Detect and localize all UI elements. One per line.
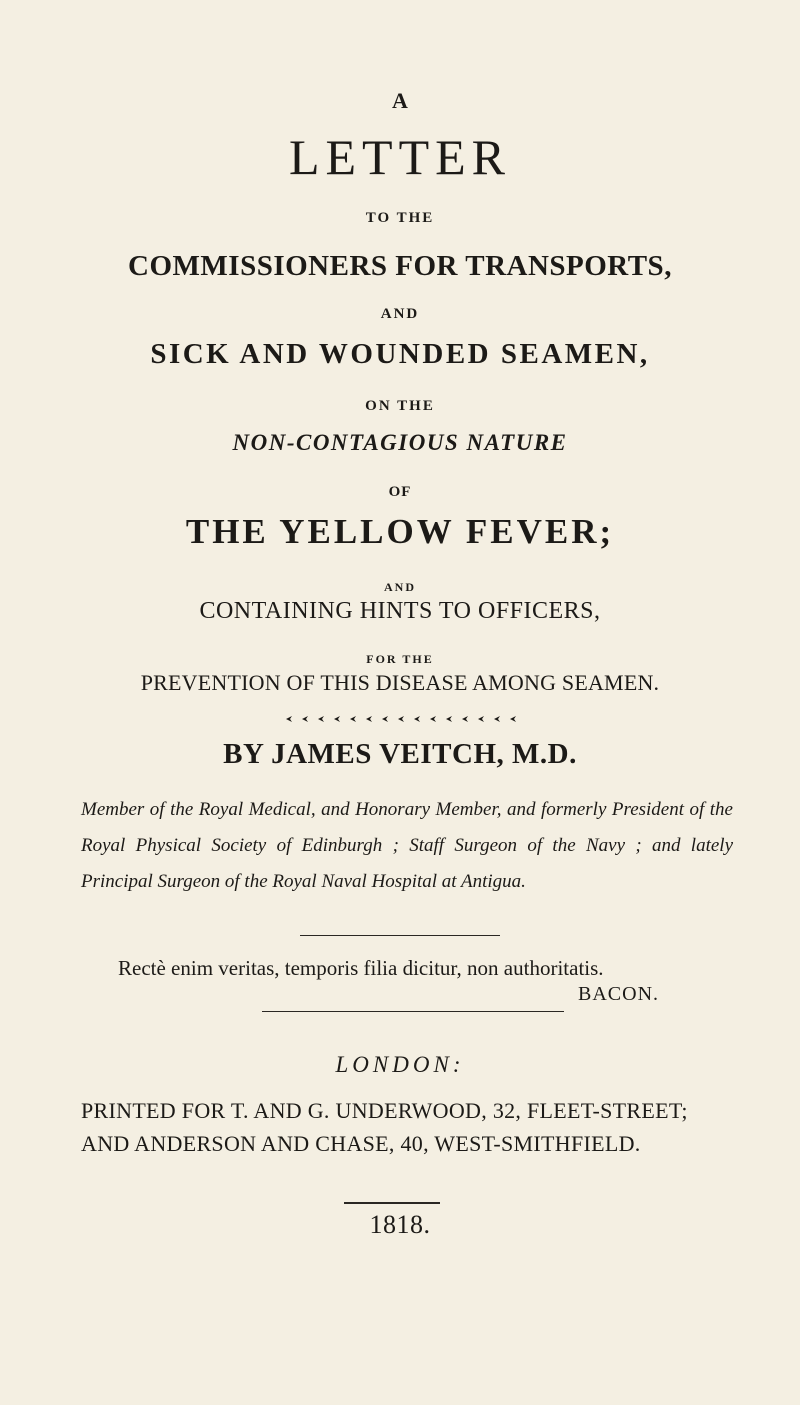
article-a: A <box>392 88 408 113</box>
of-connector: OF <box>388 484 412 500</box>
sick-seamen-heading: SICK AND WOUNDED SEAMEN, <box>150 338 650 370</box>
containing-hints-heading: CONTAINING HINTS TO OFFICERS, <box>199 598 601 624</box>
ornament-divider <box>280 712 520 726</box>
and-connector-1: AND <box>380 306 420 322</box>
for-the: FOR THE <box>366 652 434 666</box>
divider-rule-3 <box>344 1202 440 1204</box>
epigraph-attribution: BACON. <box>578 983 660 1005</box>
printer-imprint: PRINTED FOR T. AND G. UNDERWOOD, 32, FLEET-STREET; AND ANDERSON AND CHASE, 40, WEST-SMITHFIELD. <box>81 1098 688 1156</box>
non-contagious-heading: NON-CONTAGIOUS NATURE <box>232 430 568 455</box>
yellow-fever-heading: THE YELLOW FEVER; <box>185 512 615 551</box>
author-byline: BY JAMES VEITCH, M.D. <box>223 738 577 770</box>
on-the: ON THE <box>365 398 435 414</box>
publication-year: 1818. <box>369 1210 431 1239</box>
divider-rule-2 <box>262 1011 564 1012</box>
and-connector-2: AND <box>384 580 416 594</box>
divider-rule-1 <box>300 935 500 936</box>
author-credentials: Member of the Royal Medical, and Honorary Member, and formerly President of the Royal Physical Society of Edinburgh ; Staff Surgeon of the Navy ; and lately Principal Surgeon of the Royal Naval Hospital at Antigua. <box>81 799 733 892</box>
epigraph: Rectè enim veritas, temporis filia dicitur, non authoritatis. <box>118 956 604 980</box>
to-the: TO THE <box>365 210 435 226</box>
prevention-heading: PREVENTION OF THIS DISEASE AMONG SEAMEN. <box>140 670 660 695</box>
commissioners-heading: COMMISSIONERS FOR TRANSPORTS, <box>128 250 672 282</box>
title-letter: LETTER <box>288 129 512 185</box>
place-of-publication: LONDON: <box>335 1052 465 1077</box>
